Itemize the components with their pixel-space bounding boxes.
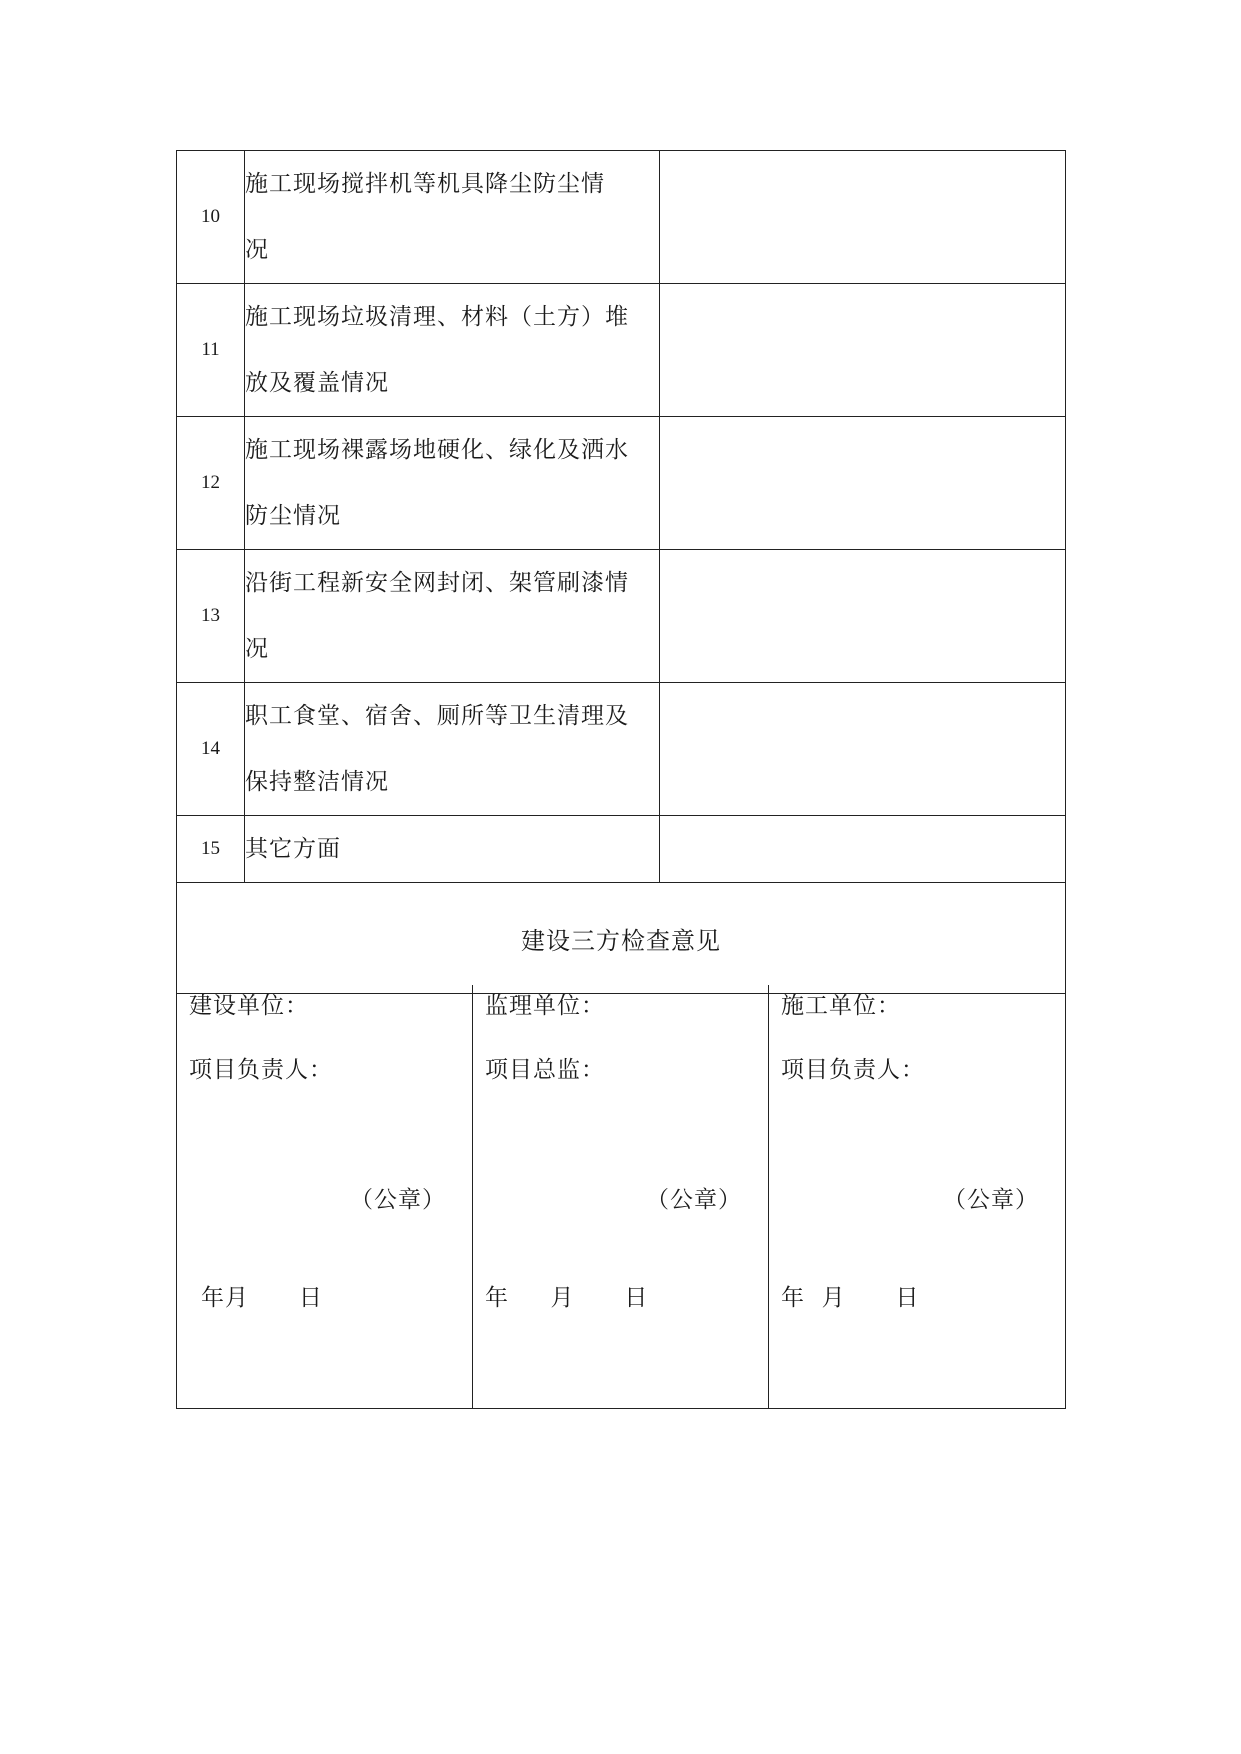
check-item-line: 沿街工程新安全网封闭、架管刷漆情	[245, 570, 629, 596]
result-cell[interactable]	[660, 284, 1066, 417]
table-row	[177, 151, 1066, 284]
lead-label: 项目总监：	[485, 1057, 605, 1083]
result-cell[interactable]	[660, 550, 1066, 683]
signature-table	[176, 985, 1066, 1409]
lead-label: 项目负责人：	[189, 1057, 333, 1083]
unit-label: 监理单位：	[485, 993, 605, 1019]
signature-block-contractor[interactable]	[769, 985, 1066, 1409]
row-number: 11	[177, 284, 245, 417]
check-item	[245, 417, 660, 550]
lead-label: 项目负责人：	[781, 1057, 925, 1083]
result-cell[interactable]	[660, 683, 1066, 816]
table-row	[177, 683, 1066, 816]
seal-label: （公章）	[646, 1187, 742, 1213]
table-row	[177, 284, 1066, 417]
row-number: 15	[177, 816, 245, 883]
opinion-title-row	[177, 883, 1066, 994]
check-item-line: 施工现场垃圾清理、材料（土方）堆	[245, 304, 629, 330]
check-item	[245, 151, 660, 284]
check-item-line: 况	[245, 237, 269, 263]
check-item	[245, 550, 660, 683]
row-number: 10	[177, 151, 245, 284]
seal-label: （公章）	[350, 1187, 446, 1213]
date-label: 年 月 日	[781, 1285, 920, 1311]
check-item	[245, 284, 660, 417]
check-item	[245, 683, 660, 816]
row-number: 13	[177, 550, 245, 683]
date-label: 年 月 日	[485, 1285, 649, 1311]
unit-label: 施工单位：	[781, 993, 901, 1019]
signature-block-supervisor[interactable]	[473, 985, 769, 1409]
opinion-title: 建设三方检查意见	[177, 883, 1066, 994]
check-item	[245, 816, 660, 883]
table-row	[177, 550, 1066, 683]
row-number: 14	[177, 683, 245, 816]
row-number: 12	[177, 417, 245, 550]
check-item-line: 放及覆盖情况	[245, 370, 389, 396]
unit-label: 建设单位：	[189, 993, 309, 1019]
inspection-table	[176, 150, 1066, 994]
table-row	[177, 417, 1066, 550]
check-item-line: 职工食堂、宿舍、厕所等卫生清理及	[245, 703, 629, 729]
check-item-line: 施工现场裸露场地硬化、绿化及洒水	[245, 437, 629, 463]
seal-label: （公章）	[943, 1187, 1039, 1213]
signature-block-owner[interactable]	[177, 985, 473, 1409]
date-label: 年月 日	[201, 1285, 323, 1311]
result-cell[interactable]	[660, 417, 1066, 550]
check-item-line: 况	[245, 636, 269, 662]
check-item-line: 施工现场搅拌机等机具降尘防尘情	[245, 171, 605, 197]
check-item-line: 防尘情况	[245, 503, 341, 529]
result-cell[interactable]	[660, 816, 1066, 883]
table-row	[177, 816, 1066, 883]
check-item-line: 其它方面	[245, 836, 341, 862]
result-cell[interactable]	[660, 151, 1066, 284]
check-item-line: 保持整洁情况	[245, 769, 389, 795]
